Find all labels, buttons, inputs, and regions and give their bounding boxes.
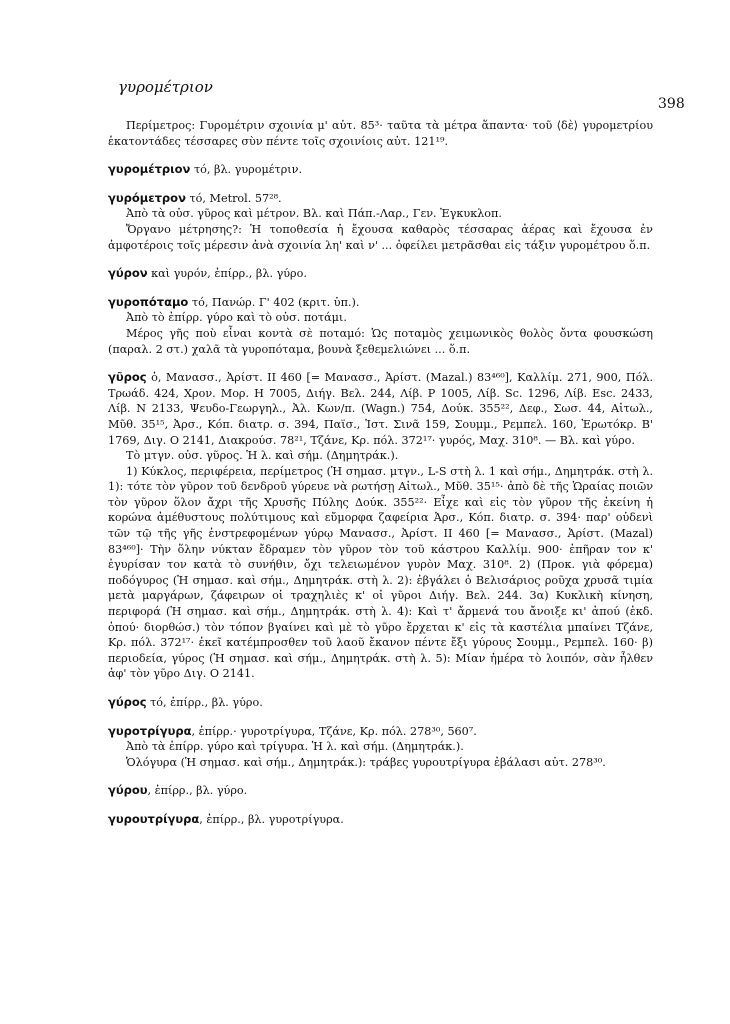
lemma-entry [108,162,653,178]
etymology-paragraph: Ἀπὸ τὰ ἐπίρρ. γύρο καὶ τρίγυρα. Ἡ λ. καὶ σήμ. (Δημητράκ.). [126,740,464,754]
lemma-entry [108,724,653,740]
running-head: γυρομέτριον [118,78,213,96]
lemma-headword: γυρομέτριον [108,162,191,177]
lemma-entry [108,783,653,799]
etymology-paragraph: Ἀπὸ τὸ ἐπίρρ. γύρο καὶ τὸ οὐσ. ποτάμι. [126,311,347,325]
lemma-headword: γῦρος [108,370,147,385]
lemma-definition: ὁ, Μανασσ., Ἀρίστ. ΙΙ 460 [= Μανασσ., Ἀρίστ. (Mazal.) 83⁴⁶⁰], Καλλίμ. 271, 900, Πόλ. Τρωάδ. 424, Χρον. Μορ. Η 7005, Διήγ. Βελ. 244, Λίβ. P 1005, Λίβ. Sc. 1296, Λίβ. Esc. 2433, Λίβ. N 2133, Ψευδο-Γεωργηλ., Ἀλ. Κων/π. (Wagn.) 754, Δούκ. 355²², Δεφ., Σωσ. 44, Αἰτωλ., Μῦθ. 35¹⁵, Ἀρσ., Κόπ. διατρ. σ. 394, Παϊσ., Ἱστ. Σινᾶ 159, Σουμμ., Ρεμπελ. 160, Ἐρωτόκρ. Β' 1769, Διγ. Ο 2141, Διακρούσ. 78²¹, Τζάνε, Κρ. πόλ. 372¹⁷· γυρός, Μαχ. 310⁸. — Βλ. καὶ γύρο. [108,371,653,447]
lemma-headword: γύρος [108,695,147,709]
lemma-headword: γυροτρίγυρα [108,723,192,738]
lemma-headword: γυρόμετρον [108,190,186,205]
lemma-entry [108,191,653,207]
lemma-entry [108,812,653,828]
definition-paragraph: Ὄργανο μέτρησης?: Ἡ τοποθεσία ἡ ἔχουσα καθαρὸς τέσσαρας ἀέρας καὶ ἔχουσα ἐν ἀμφοτέροις τοῖς μέρεσιν ἀνὰ σχοινία λη' καὶ ν' ... ὀφείλει μετρᾶσθαι εἰς τάξιν γυρομέτρου ὅ.π. [108,222,653,252]
lemma-definition: τό, Metrol. 57²⁸. [185,191,282,205]
lemma-definition: καὶ γυρόν, ἐπίρρ., βλ. γύρο. [147,267,307,281]
lemma-definition: τό, Πανώρ. Γ' 402 (κριτ. ὑπ.). [188,295,360,309]
definition-paragraph: Ὁλόγυρα (Ἡ σημασ. καὶ σήμ., Δημητράκ.): τράβες γυρουτρίγυρα ἐβάλασι αὐτ. 278³⁰. [126,755,606,769]
lemma-entry [108,370,653,448]
lemma-entry [108,266,653,282]
entry-paragraph: Περίμετρος: Γυρομέτριν σχοινία μ' αὐτ. 85³· ταῦτα τὰ μέτρα ἅπαντα· τοῦ ⟨δὲ⟩ γυρομετρίου ἑκατοντάδες τέσσαρες σὺν πέντε τοῖς σχοινίοις αὐτ. 121¹⁹. [108,119,653,148]
lemma-headword: γύρου [108,783,148,798]
page-body [108,118,653,828]
lemma-definition: τό, ἐπίρρ., βλ. γύρο. [146,696,263,709]
lemma-definition: , ἐπίρρ.· γυροτρίγυρα, Τζάνε, Κρ. πόλ. 278³⁰, 560⁷. [191,724,477,738]
definition-paragraph: 1) Κύκλος, περιφέρεια, περίμετρος (Ἡ σημασ. μτγν., L-S στὴ λ. 1 καὶ σήμ., Δημητράκ. στὴ λ. 1): τότε τὸν γῦρον τοῦ δενδροῦ γύρευε νὰ ρωτήσῃ Αἰτωλ., Μῦθ. 35¹⁵· ἀπὸ δὲ τῆς Ὡραίας ποιῶν τὸν γῦρον ὅλον ἄχρι τῆς Χρυσῆς Πύλης Δούκ. 355²²· Εἶχε καὶ εἰς τὸν γῦρον τῆς ἐκείνη ἡ κορώνα ἀμέθυστους πολύτιμους καὶ εὔμορφα ζαφείρια Ἀρσ., Κόπ. διατρ. σ. 394· παρ' οὐδενὶ τῶν τῷ τῆς γῆς ἐνστρεφομένων γύρῳ Μανασσ., Ἀρίστ. ΙΙ 460 [= Μανασσ., Ἀρίστ. (Mazal) 83⁴⁶⁰]· Τὴν ὅλην νύκταν ἔδραμεν τὸν γῦρον τὸν τοῦ κάστρου Καλλίμ. 900· ἐπῆραν τον κ' ἐγυρίσαν τον κατὰ τὸ συνήθιν, ὄχι τελειωμένον γυρὸν Μαχ. 310⁸. 2) (Προκ. γιὰ φόρεμα) ποδόγυρος (Ἡ σημασ. καὶ σήμ., Δημητράκ. στὴ λ. 2): ἐβγάλει ὁ Βελισάριος ροῦχα χρυσᾶ τιμία μετὰ μαργάρων, ζάφειρων οἱ τραχηλιὲς κ' οἱ γῦροι Διήγ. Βελ. 244. 3α) Κυκλικὴ κίνηση, περιφορά (Ἡ σημασ. καὶ σήμ., Δημητράκ. στὴ λ. 4): Καὶ τ' ἄρμενά του ἄνοιξε κι' ἀπού (ἐκδ. ὁπού· διορθώσ.) τὸν τόπον βγαίνει καὶ μὲ τὸ γῦρο ἔρχεται κ' εἰς τὰ καστέλια μπαίνει Τζάνε, Κρ. πόλ. 372¹⁷· ἐκεῖ κατέμπροσθεν τοῦ λαοῦ ἔκανον πέντε ἔξι γύρους Σουμμ., Ρεμπελ. 160· β) περιοδεία, γύρος (Ἡ σημασ. καὶ σήμ., Δημητράκ. στὴ λ. 5): Μίαν ἡμέρα τὸ λοιπόν, σὰν ἦλθεν ἀφ' τὸν γῦρο Διγ. Ο 2141. [108,464,653,681]
page-number: 398 [658,96,685,112]
lemma-definition: , ἐπίρρ., βλ. γύρο. [147,784,248,798]
etymology-paragraph: Ἀπὸ τὰ οὐσ. γῦρος καὶ μέτρον. Βλ. καὶ Πάπ.-Λαρ., Γεν. Ἐγκυκλοπ. [126,207,502,221]
lemma-headword: γυρουτρίγυρα [108,811,200,826]
lemma-definition: , ἐπίρρ., βλ. γυροτρίγυρα. [199,812,344,826]
lemma-headword: γυροπόταμο [108,294,189,309]
lemma-headword: γύρον [108,266,148,281]
definition-paragraph: Μέρος γῆς ποὺ εἶναι κοντὰ σὲ ποταμό: Ὡς ποταμὸς χειμωνικὸς θολὸς ὄντα φουσκώση (παραλ. 2 στ.) χαλᾶ τὰ γυροπόταμα, βουνὰ ξεθεμελιώνει ... ὅ.π. [108,326,653,356]
lemma-definition: τό, βλ. γυρομέτριν. [190,163,303,177]
etymology-paragraph: Τὸ μτγν. οὐσ. γῦρος. Ἡ λ. καὶ σήμ. (Δημητράκ.). [126,449,399,463]
lemma-entry [108,695,653,711]
lemma-entry [108,295,653,311]
